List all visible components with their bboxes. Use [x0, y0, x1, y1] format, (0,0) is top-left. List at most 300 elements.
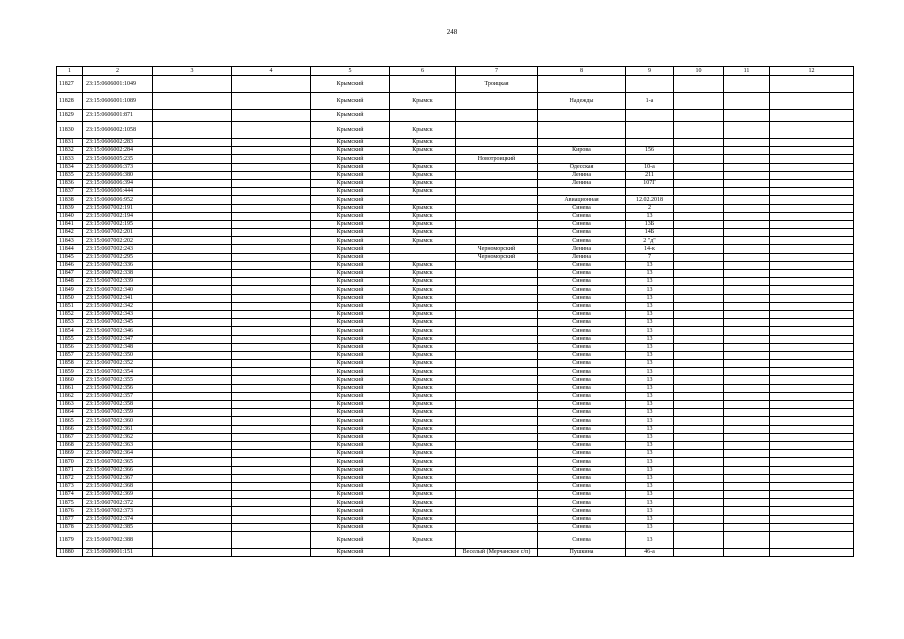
row-number: 11837 — [57, 188, 83, 196]
col10-cell — [674, 523, 724, 531]
col12-cell — [770, 139, 854, 147]
cadastral-number: 23:15:0607002:367 — [83, 474, 153, 482]
col4-cell — [232, 401, 311, 409]
cadastral-number: 23:15:0607002:354 — [83, 368, 153, 376]
city-cell — [390, 196, 456, 204]
house-cell: 13 — [626, 441, 674, 449]
cadastral-number: 23:15:0606002:1058 — [83, 122, 153, 139]
row-number: 11844 — [57, 245, 83, 253]
district-cell: Крымский — [311, 179, 390, 187]
col10-cell — [674, 499, 724, 507]
col12-cell — [770, 188, 854, 196]
house-cell — [626, 122, 674, 139]
settlement-cell — [456, 327, 538, 335]
district-cell: Крымский — [311, 549, 390, 557]
street-cell: Ленина — [538, 179, 626, 187]
table-row — [57, 171, 854, 179]
house-cell — [626, 110, 674, 122]
col10-cell — [674, 376, 724, 384]
settlement-cell — [456, 384, 538, 392]
col12-cell — [770, 425, 854, 433]
col12-cell — [770, 458, 854, 466]
col10-cell — [674, 110, 724, 122]
district-cell: Крымский — [311, 319, 390, 327]
col3-cell — [153, 425, 232, 433]
cadastral-number: 23:15:0607002:366 — [83, 466, 153, 474]
settlement-cell — [456, 474, 538, 482]
city-cell: Крымск — [390, 302, 456, 310]
street-cell: Ленина — [538, 253, 626, 261]
district-cell: Крымский — [311, 474, 390, 482]
house-cell: 13 — [626, 351, 674, 359]
col10-cell — [674, 220, 724, 228]
settlement-cell: Черноморский — [456, 245, 538, 253]
street-cell: Синева — [538, 523, 626, 531]
col3-cell — [153, 409, 232, 417]
column-header-6: 6 — [390, 67, 456, 76]
district-cell: Крымский — [311, 196, 390, 204]
district-cell: Крымский — [311, 245, 390, 253]
district-cell: Крымский — [311, 491, 390, 499]
cadastral-number: 23:15:0607002:374 — [83, 515, 153, 523]
row-number: 11831 — [57, 139, 83, 147]
city-cell: Крымск — [390, 409, 456, 417]
table-row — [57, 220, 854, 228]
col10-cell — [674, 76, 724, 93]
row-number: 11859 — [57, 368, 83, 376]
row-number: 11877 — [57, 515, 83, 523]
street-cell: Синева — [538, 351, 626, 359]
city-cell: Крымск — [390, 450, 456, 458]
house-cell — [626, 188, 674, 196]
cadastral-number: 23:15:0607002:356 — [83, 384, 153, 392]
street-cell: Кирова — [538, 147, 626, 155]
district-cell: Крымский — [311, 466, 390, 474]
district-cell: Крымский — [311, 110, 390, 122]
city-cell — [390, 549, 456, 557]
col11-cell — [724, 122, 770, 139]
col12-cell — [770, 310, 854, 318]
house-cell: 13 — [626, 458, 674, 466]
cadastral-number: 23:15:0606006:444 — [83, 188, 153, 196]
col3-cell — [153, 450, 232, 458]
house-cell: 107Г — [626, 179, 674, 187]
city-cell: Крымск — [390, 335, 456, 343]
col10-cell — [674, 368, 724, 376]
settlement-cell — [456, 523, 538, 531]
table-row — [57, 147, 854, 155]
col11-cell — [724, 466, 770, 474]
district-cell: Крымский — [311, 499, 390, 507]
col4-cell — [232, 376, 311, 384]
table-row — [57, 392, 854, 400]
house-cell: 13 — [626, 360, 674, 368]
col3-cell — [153, 523, 232, 531]
column-header-1: 1 — [57, 67, 83, 76]
cadastral-number: 23:15:0607002:388 — [83, 532, 153, 549]
col4-cell — [232, 261, 311, 269]
col11-cell — [724, 237, 770, 245]
street-cell: Синева — [538, 335, 626, 343]
settlement-cell — [456, 491, 538, 499]
col10-cell — [674, 188, 724, 196]
row-number: 11880 — [57, 549, 83, 557]
district-cell: Крымский — [311, 163, 390, 171]
district-cell: Крымский — [311, 310, 390, 318]
cadastral-number: 23:15:0607002:338 — [83, 270, 153, 278]
street-cell: Синева — [538, 401, 626, 409]
street-cell: Синева — [538, 532, 626, 549]
col11-cell — [724, 188, 770, 196]
col11-cell — [724, 409, 770, 417]
settlement-cell — [456, 122, 538, 139]
registry-table — [56, 66, 854, 557]
col3-cell — [153, 392, 232, 400]
row-number: 11854 — [57, 327, 83, 335]
settlement-cell — [456, 376, 538, 384]
col10-cell — [674, 515, 724, 523]
cadastral-number: 23:15:0607002:363 — [83, 441, 153, 449]
settlement-cell — [456, 179, 538, 187]
house-cell: 13 — [626, 499, 674, 507]
col3-cell — [153, 384, 232, 392]
table-row — [57, 93, 854, 110]
col3-cell — [153, 188, 232, 196]
house-cell: 13 — [626, 261, 674, 269]
col3-cell — [153, 122, 232, 139]
col4-cell — [232, 110, 311, 122]
col10-cell — [674, 474, 724, 482]
col11-cell — [724, 507, 770, 515]
street-cell: Синева — [538, 212, 626, 220]
house-cell: 13 — [626, 270, 674, 278]
col4-cell — [232, 532, 311, 549]
street-cell: Синева — [538, 368, 626, 376]
settlement-cell: Веселый (Мерчанское с/п) — [456, 549, 538, 557]
city-cell: Крымск — [390, 343, 456, 351]
col10-cell — [674, 319, 724, 327]
table-row — [57, 474, 854, 482]
city-cell: Крымск — [390, 433, 456, 441]
house-cell: 13 — [626, 278, 674, 286]
column-header-7: 7 — [456, 67, 538, 76]
city-cell: Крымск — [390, 376, 456, 384]
city-cell: Крымск — [390, 425, 456, 433]
settlement-cell — [456, 310, 538, 318]
col11-cell — [724, 147, 770, 155]
settlement-cell — [456, 196, 538, 204]
col10-cell — [674, 237, 724, 245]
house-cell — [626, 139, 674, 147]
col3-cell — [153, 368, 232, 376]
house-cell: 13 — [626, 409, 674, 417]
row-number: 11869 — [57, 450, 83, 458]
settlement-cell — [456, 278, 538, 286]
col4-cell — [232, 93, 311, 110]
settlement-cell — [456, 147, 538, 155]
col11-cell — [724, 523, 770, 531]
col11-cell — [724, 450, 770, 458]
cadastral-number: 23:15:0607002:341 — [83, 294, 153, 302]
col3-cell — [153, 171, 232, 179]
col12-cell — [770, 179, 854, 187]
table-row — [57, 319, 854, 327]
house-cell: 13 — [626, 368, 674, 376]
settlement-cell — [456, 458, 538, 466]
col12-cell — [770, 270, 854, 278]
col4-cell — [232, 482, 311, 490]
col12-cell — [770, 409, 854, 417]
col12-cell — [770, 450, 854, 458]
col10-cell — [674, 245, 724, 253]
col10-cell — [674, 458, 724, 466]
col4-cell — [232, 425, 311, 433]
table-row — [57, 515, 854, 523]
house-cell: 13 — [626, 532, 674, 549]
street-cell — [538, 110, 626, 122]
table-row — [57, 270, 854, 278]
house-cell: 13 — [626, 343, 674, 351]
table-row — [57, 261, 854, 269]
settlement-cell — [456, 139, 538, 147]
col10-cell — [674, 507, 724, 515]
table-row — [57, 384, 854, 392]
city-cell: Крымск — [390, 384, 456, 392]
col3-cell — [153, 466, 232, 474]
col4-cell — [232, 523, 311, 531]
col10-cell — [674, 335, 724, 343]
cadastral-number: 23:15:0607002:348 — [83, 343, 153, 351]
table-row — [57, 482, 854, 490]
col10-cell — [674, 171, 724, 179]
house-cell: 46-а — [626, 549, 674, 557]
row-number: 11863 — [57, 401, 83, 409]
row-number: 11847 — [57, 270, 83, 278]
col10-cell — [674, 261, 724, 269]
cadastral-number: 23:15:0606006:394 — [83, 179, 153, 187]
settlement-cell — [456, 499, 538, 507]
city-cell: Крымск — [390, 417, 456, 425]
col4-cell — [232, 245, 311, 253]
col12-cell — [770, 360, 854, 368]
row-number: 11864 — [57, 409, 83, 417]
settlement-cell — [456, 110, 538, 122]
col3-cell — [153, 499, 232, 507]
col4-cell — [232, 335, 311, 343]
col12-cell — [770, 515, 854, 523]
street-cell: Синева — [538, 261, 626, 269]
col11-cell — [724, 351, 770, 359]
house-cell: 13 — [626, 286, 674, 294]
district-cell: Крымский — [311, 441, 390, 449]
col10-cell — [674, 286, 724, 294]
street-cell: Синева — [538, 507, 626, 515]
col11-cell — [724, 515, 770, 523]
col11-cell — [724, 327, 770, 335]
col12-cell — [770, 549, 854, 557]
row-number: 11860 — [57, 376, 83, 384]
row-number: 11856 — [57, 343, 83, 351]
house-cell: 10-а — [626, 163, 674, 171]
col12-cell — [770, 507, 854, 515]
col12-cell — [770, 212, 854, 220]
row-number: 11845 — [57, 253, 83, 261]
row-number: 11830 — [57, 122, 83, 139]
house-cell: 13 — [626, 384, 674, 392]
col11-cell — [724, 294, 770, 302]
col4-cell — [232, 360, 311, 368]
district-cell: Крымский — [311, 171, 390, 179]
row-number: 11848 — [57, 278, 83, 286]
street-cell: Синева — [538, 441, 626, 449]
house-cell: 13 — [626, 491, 674, 499]
col4-cell — [232, 474, 311, 482]
col10-cell — [674, 204, 724, 212]
house-cell: 13 — [626, 523, 674, 531]
street-cell: Синева — [538, 458, 626, 466]
street-cell: Синева — [538, 302, 626, 310]
street-cell — [538, 139, 626, 147]
settlement-cell — [456, 392, 538, 400]
settlement-cell — [456, 237, 538, 245]
cadastral-number: 23:15:0607002:346 — [83, 327, 153, 335]
house-cell: 211 — [626, 171, 674, 179]
street-cell — [538, 188, 626, 196]
col12-cell — [770, 286, 854, 294]
settlement-cell — [456, 270, 538, 278]
cadastral-number: 23:15:0606001:1049 — [83, 76, 153, 93]
city-cell: Крымск — [390, 204, 456, 212]
col11-cell — [724, 110, 770, 122]
col3-cell — [153, 507, 232, 515]
cadastral-number: 23:15:0607002:336 — [83, 261, 153, 269]
col12-cell — [770, 253, 854, 261]
col10-cell — [674, 93, 724, 110]
col11-cell — [724, 204, 770, 212]
settlement-cell — [456, 93, 538, 110]
table-row — [57, 343, 854, 351]
district-cell: Крымский — [311, 392, 390, 400]
table-row — [57, 278, 854, 286]
row-number: 11832 — [57, 147, 83, 155]
col11-cell — [724, 212, 770, 220]
house-cell: 13 — [626, 515, 674, 523]
cadastral-number: 23:15:0607002:194 — [83, 212, 153, 220]
city-cell — [390, 245, 456, 253]
settlement-cell: Троицкая — [456, 76, 538, 93]
district-cell: Крымский — [311, 343, 390, 351]
col4-cell — [232, 294, 311, 302]
settlement-cell — [456, 417, 538, 425]
col4-cell — [232, 368, 311, 376]
house-cell: 13 — [626, 294, 674, 302]
settlement-cell — [456, 433, 538, 441]
col10-cell — [674, 327, 724, 335]
col4-cell — [232, 76, 311, 93]
table-row — [57, 491, 854, 499]
city-cell — [390, 253, 456, 261]
table-row — [57, 335, 854, 343]
cadastral-number: 23:15:0607002:362 — [83, 433, 153, 441]
col4-cell — [232, 270, 311, 278]
col10-cell — [674, 122, 724, 139]
district-cell: Крымский — [311, 253, 390, 261]
settlement-cell — [456, 294, 538, 302]
col3-cell — [153, 93, 232, 110]
street-cell: Синева — [538, 499, 626, 507]
col3-cell — [153, 220, 232, 228]
col11-cell — [724, 458, 770, 466]
col10-cell — [674, 294, 724, 302]
col10-cell — [674, 401, 724, 409]
street-cell: Синева — [538, 409, 626, 417]
street-cell — [538, 122, 626, 139]
col4-cell — [232, 237, 311, 245]
col3-cell — [153, 212, 232, 220]
street-cell: Синева — [538, 482, 626, 490]
col11-cell — [724, 220, 770, 228]
city-cell: Крымск — [390, 93, 456, 110]
col11-cell — [724, 93, 770, 110]
settlement-cell — [456, 319, 538, 327]
col4-cell — [232, 163, 311, 171]
table-row — [57, 139, 854, 147]
col10-cell — [674, 212, 724, 220]
col3-cell — [153, 343, 232, 351]
col11-cell — [724, 335, 770, 343]
col3-cell — [153, 270, 232, 278]
city-cell: Крымск — [390, 499, 456, 507]
city-cell: Крымск — [390, 310, 456, 318]
city-cell: Крымск — [390, 441, 456, 449]
table-row — [57, 204, 854, 212]
house-cell: 2 — [626, 204, 674, 212]
table-row — [57, 163, 854, 171]
col4-cell — [232, 122, 311, 139]
col4-cell — [232, 179, 311, 187]
cadastral-number: 23:15:0607002:359 — [83, 409, 153, 417]
row-number: 11858 — [57, 360, 83, 368]
settlement-cell — [456, 532, 538, 549]
col4-cell — [232, 278, 311, 286]
city-cell: Крымск — [390, 532, 456, 549]
col3-cell — [153, 376, 232, 384]
house-cell: 13 — [626, 474, 674, 482]
col4-cell — [232, 384, 311, 392]
col12-cell — [770, 319, 854, 327]
street-cell — [538, 155, 626, 163]
city-cell: Крымск — [390, 286, 456, 294]
city-cell: Крымск — [390, 360, 456, 368]
cadastral-number: 23:15:0607002:195 — [83, 220, 153, 228]
settlement-cell — [456, 163, 538, 171]
col12-cell — [770, 122, 854, 139]
settlement-cell — [456, 171, 538, 179]
col11-cell — [724, 499, 770, 507]
table-row — [57, 549, 854, 557]
col12-cell — [770, 229, 854, 237]
cadastral-number: 23:15:0607002:202 — [83, 237, 153, 245]
district-cell: Крымский — [311, 409, 390, 417]
col10-cell — [674, 147, 724, 155]
col3-cell — [153, 441, 232, 449]
col11-cell — [724, 474, 770, 482]
table-row — [57, 155, 854, 163]
table-row — [57, 417, 854, 425]
row-number: 11839 — [57, 204, 83, 212]
street-cell: Синева — [538, 515, 626, 523]
city-cell: Крымск — [390, 163, 456, 171]
